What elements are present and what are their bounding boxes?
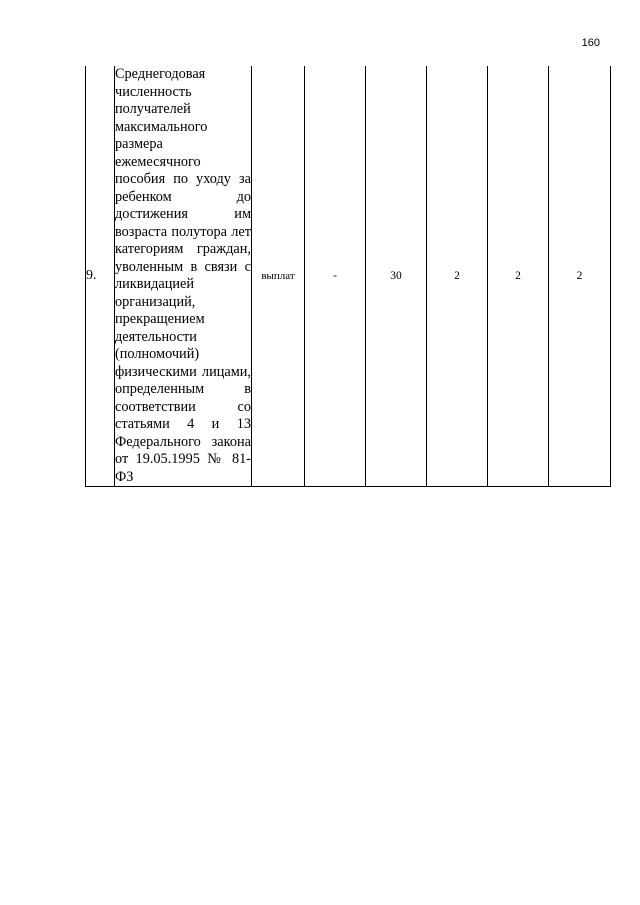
value-cell-5: 2 — [549, 66, 611, 487]
value-cell-2: 30 — [366, 66, 427, 487]
indicator-name-cell: Среднегодовая численность получателей максимального размера ежемесячного пособия по уходу за ребенком до достижения им возраста полутора лет категориям граждан, уволенным в связи с ликвидацией организаций, прекращением деятельности (полномочий) физическими лицами, определенным в соответствии со статьями 4 и 13 Федерального закона от 19.05.1995 № 81-ФЗ — [115, 66, 251, 485]
value-cell-1: - — [305, 66, 366, 487]
value-cell-4: 2 — [488, 66, 549, 487]
table-row — [86, 66, 611, 487]
unit-cell: выплат — [252, 66, 305, 487]
indicator-table — [85, 66, 611, 487]
page-number: 160 — [581, 37, 600, 49]
value-cell-3: 2 — [427, 66, 488, 487]
row-number-cell: 9. — [86, 66, 115, 487]
